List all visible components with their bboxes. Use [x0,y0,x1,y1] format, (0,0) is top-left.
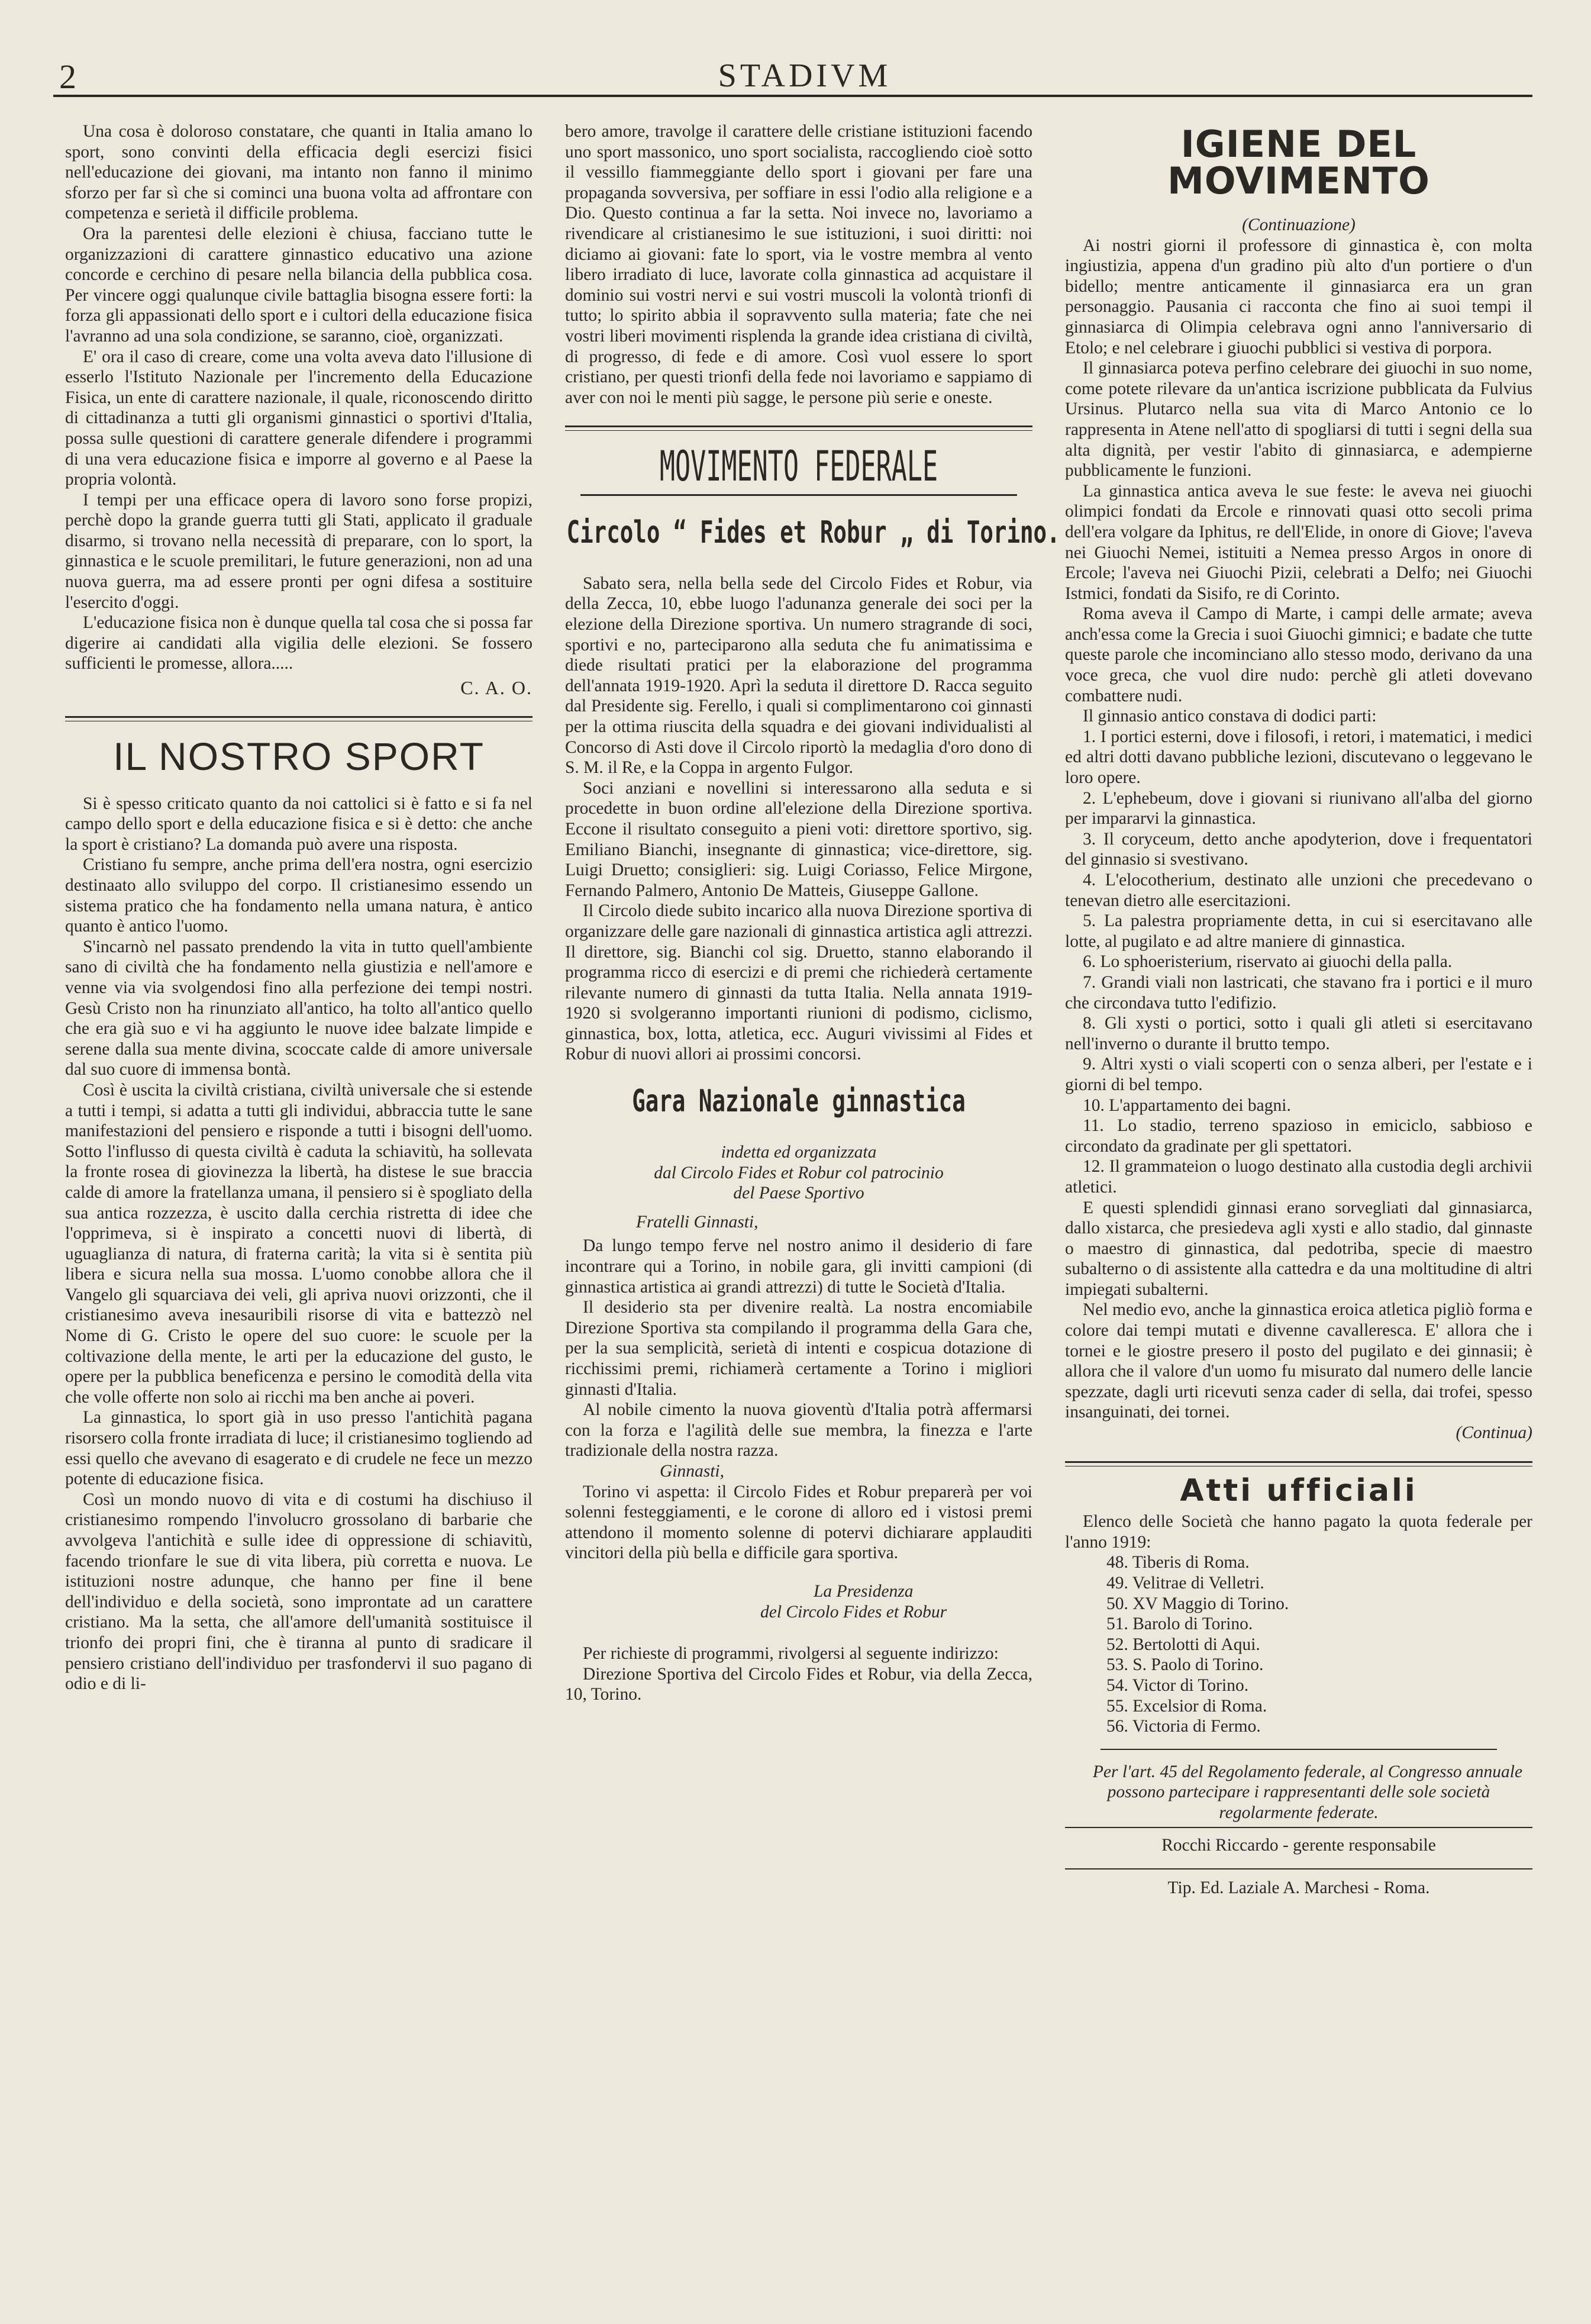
ginnasio-item: 5. La palestra propriamente detta, in cui si esercitavano alle lotte, al pugilato e ad altre maniere di ginnastica. [1065,911,1532,951]
paragraph: Elenco delle Società che hanno pagato la quota federale per l'anno 1919: [1065,1512,1532,1552]
list-item: 55. Excelsior di Roma. [1106,1696,1267,1716]
paragraph: Così è uscita la civiltà cristiana, civiltà universale che si estende a tutti i tempi, si adatta a tutti gli individui, abbraccia tutte le sane manifestazioni del pensiero e risponde a tutti i bisogni dell'uomo. Sotto l'influsso di questa civiltà è caduta la schiavitù, ha sollevata la fronte rosea di giovinezza la libertà, ha distese le sue braccia calde di amore la fratellanza umana, il pensiero si è spogliato della sua antica rozzezza, è uscito dalla cerchia ristretta di idee che l'opprimeva, si è inspirato a concetti nuovi di libertà, di uguaglianza di natura, di fraterna carità; la vita si è sentita più libera e sicura nella sua mossa. L'uomo conobbe allora che il Vangelo gli squarciava dei veli, gli apriva nuovi orizzonti, che il cristianesimo aveva inesauribili risorse di vita e battezzò nel Nome di G. Cristo le opere del suo cuore: le scuole per la coltivazione della mente, le arti per la educazione del gusto, le opere per la pubblica beneficenza e persino le comodità della vita che volle offerte non solo ai ricchi ma ben anche ai poveri. [65,1080,533,1407]
paragraph: E questi splendidi ginnasi erano sorvegliati dal ginnasiarca, dallo xistarca, che presiedeva agli xysti e allo stadio, dal ginnaste o maestro di ginnastica, dal pedotriba, specie di maestro subalterno o di assistente alla cattedra e da una moltitudine di altri impiegati subalterni. [1065,1198,1532,1299]
paragraph: Nel medio evo, anche la ginnastica eroica atletica pigliò forma e colore dai tempi mutati e divenne cavalleresca. E' allora che i tornei e le giostre presero il posto del pugilato e dei ginnasii; è allora che il valore d'un uomo fu misurato dal numero delle lancie spezzate, dagli urti ricevuti senza cader di sella, dai trofei, spesso insanguinati, dei tornei. [1065,1300,1532,1422]
paragraph: Roma aveva il Campo di Marte, i campi delle armate; aveva anch'essa come la Grecia i suoi Giuochi gimnici; e badate che tutte queste parole che incominciano allo stesso modo, derivano da una voce greca, che vuol dire nudo: perchè gli atleti dovevano combattere nudi. [1065,604,1532,705]
ginnasio-item: 8. Gli xysti o portici, sotto i quali gli atleti si esercitavano nell'inverno o durante il brutto tempo. [1065,1014,1532,1053]
paragraph: La ginnastica, lo sport già in uso presso l'antichità pagana risorsero colla fronte irradiata di luce; il cristianesimo togliendo ad essi quello che avevano di esagerato e di crudele ne fece un mezzo potente di educazione fisica. [65,1408,533,1489]
column-2 [565,121,1060,1705]
subheading-gara: Gara Nazionale ginnastica [632,1084,966,1120]
ginnasio-item: 6. Lo sphoeristerium, riservato ai giuochi della palla. [1083,952,1453,972]
paragraph: E' ora il caso di creare, come una volta aveva dato l'illusione di esserlo l'Istituto Nazionale per l'incremento della Educazione Fisica, un ente di carattere nazionale, il quale, riconoscendo diritto di cittadinanza a tutti gli organismi ginnastici o sportivi d'Italia, possa sulle questioni di carattere generale difendere i programmi di una vera educazione fisica e imporre al governo e al Paese la propria volontà. [65,347,533,489]
article-heading-nostro-sport: IL NOSTRO SPORT [113,734,485,778]
article-signature: C. A. O. [460,677,533,699]
paragraph: L'educazione fisica non è dunque quella tal cosa che si possa far digerire ai candidati alla vigilia delle elezioni. Se fossero sufficienti le promesse, allora..... [65,613,533,673]
section-divider [565,426,1032,431]
list-item: 49. Velitrae di Velletri. [1106,1574,1264,1593]
paragraph: Si è spesso criticato quanto da noi cattolici si è fatto e si fa nel campo dello sport e della educazione fisica e si è detto: che anche la sport è cristiano? La domanda può avere una risposta. [65,794,533,854]
list-item: 50. XV Maggio di Torino. [1106,1594,1289,1613]
paragraph: Al nobile cimento la nuova gioventù d'Italia potrà affermarsi con la forza e l'agilità delle sue membra, la finezza e l'arte tradizionale della nostra razza. [565,1400,1032,1461]
list-item: 54. Victor di Torino. [1106,1675,1249,1695]
masthead: STADIVM [718,57,892,94]
indetta-line: indetta ed organizzata [721,1143,877,1162]
article-heading-movimento-federale: MOVIMENTO FEDERALE [580,443,1017,496]
ginnasio-item: 10. L'appartamento dei bagni. [1083,1095,1291,1115]
ginnasio-item: 2. L'ephebeum, dove i giovani si riunivano all'alba del giorno per impararvi la ginnastica. [1065,788,1532,829]
ginnasio-item: 3. Il coryceum, detto anche apodyterion, dove i frequentatori del ginnasio si svestivano. [1065,829,1532,869]
paragraph: Ai nostri giorni il professore di ginnastica è, con molta ingiustizia, appena d'un gradino più alto d'un portiere o d'un bidello; mentre anticamente il ginnasiarca era un gran personaggio. Pausania ci racconta che fino ai suoi tempi il ginnasiarca di Olimpia celebrava ogni anno l'anniversario di Etolo; e nel celebrare i giuochi pubblici si vestiva di porpora. [1065,236,1532,357]
paragraph: Direzione Sportiva del Circolo Fides et Robur, via della Zecca, 10, Torino. [565,1664,1032,1704]
paese-line: del Paese Sportivo [733,1184,864,1203]
atti-ufficiali-heading: Atti ufficiali [1180,1472,1418,1508]
salutation: Ginnasti, [660,1461,724,1481]
circolo-line: dal Circolo Fides et Robur col patrocinio [654,1163,944,1182]
list-item: 56. Victoria di Fermo. [1106,1717,1261,1736]
paragraph: I tempi per una efficace opera di lavoro sono forse propizi, perchè dopo la grande guerra tutti gli Stati, applicato il graduale disarmo, si trovano nella necessità di preparare, con lo sport, la ginnastica e le scuole premilitari, le future generazioni, non ad una nuova guerra, ma ad essere pronti per ogni difesa a sostituire l'esercito d'oggi. [65,490,533,612]
continua-label: (Continua) [1456,1423,1532,1443]
paragraph: Torino vi aspetta: il Circolo Fides et Robur preparerà per voi solenni festeggiamenti, e le corone di alloro ed i vistosi premi attendono il momento solenne di potervi dichiarare applauditi vincitori della più bella e difficile gara sportiva. [565,1482,1032,1563]
paragraph: Una cosa è doloroso constatare, che quanti in Italia amano lo sport, sono convinti della efficacia degli esercizi fisici nell'educazione dei giovani, ma intanto non fanno il minimo sforzo per far sì che si cominci una buona volta ad affrontare con competenza e serietà il difficile problema. [65,122,533,223]
list-item: 48. Tiberis di Roma. [1106,1553,1250,1572]
paragraph: La ginnastica antica aveva le sue feste: le aveva nei giuochi olimpici fondati da Ercole e rinnovati quasi otto secoli prima dell'era volgare da Iphitus, re dell'Elide, in onore di Giove; l'aveva nei Giuochi Nemei, istituiti a Nemea presso Argos in onore di Ercole; l'aveva nei Giuochi Pizii, celebrati a Delfo; nei Giuochi Istmici, fondati da Sisifo, re di Corinto. [1065,481,1532,603]
list-item: 51. Barolo di Torino. [1106,1614,1253,1634]
column-3 [1065,121,1532,1898]
paragraph: S'incarnò nel passato prendendo la vita in tutto quell'ambiente sano di civiltà che ha fondamento nella giustizia e nell'amore e venne via via svolgendosi fino alla perfezione dei tempi nostri. Gesù Cristo non ha rinunziato all'antico, ha tolto all'antico quello che era già suo e vi ha aggiunto le nuove idee balzate limpide e serene dalla sua mente divina, scoccate calde di amore universale dal suo cuore di immensa bontà. [65,937,533,1079]
paragraph: Il ginnasiarca poteva perfino celebrare dei giuochi in suo nome, come potete rilevare da un'antica iscrizione pubblicata da Fulvius Ursinus. Plutarco nella sua vita di Marco Antonio ce lo rappresenta in Atene nell'atto di spogliarsi di tutti i segni della sua alta dignità, per vestir l'abito di ginnasiarca, e adempierne pubblicamente le funzioni. [1065,359,1532,481]
divider [1101,1749,1497,1750]
paragraph: Il ginnasio antico constava di dodici parti: [1083,707,1377,726]
header-rule [53,95,1532,97]
presidenza-line: La Presidenza [814,1581,914,1601]
ginnasio-item: 9. Altri xysti o viali scoperti con o senza alberi, per l'estate e i giorni di bel tempo. [1065,1055,1532,1094]
article-heading-igiene: IGIENE DEL MOVIMENTO [1167,123,1430,202]
ginnasio-item: 7. Grandi viali non lastricati, che stavano fra i portici e il muro che circondava tutto l'edifizio. [1065,972,1532,1013]
section-divider [65,716,533,721]
regolamento-note: Per l'art. 45 del Regolamento federale, al Congresso annuale possono partecipare i rappresentanti delle sole società regolarmente federate. [1092,1762,1523,1822]
paragraph: bero amore, travolge il carattere delle cristiane istituzioni facendo uno sport massonico, uno sport socialista, raccogliendo cioè sotto il vessillo fiammeggiante dello sport i giovani per fare una propaganda sovversiva, per soffiare in essi l'odio alla religione e a Dio. Questo continua a far la setta. Noi invece no, lavoriamo a rivendicare al cristianesimo le sue istituzioni, i suoi diritti: noi diciamo ai giovani: fate lo sport, via le vostre membra al vento libero irradiato di luce, lavorate colla ginnastica ad acquistare il dominio sui vostri nervi e sui vostri muscoli la volontà trionfi di tutto; lo spirito abbia il sopravvento sulla materia; fate che nei vostri liberi movimenti risplenda la grande idea cristiana di civiltà, di progresso, di fede e di amore. Così vuol essere lo sport cristiano, per questi trionfi della fede noi lavoriamo e sappiamo di aver con noi le menti più sagge, le persone più serie e oneste. [565,122,1032,407]
subheading-circolo: Circolo “ Fides et Robur „ di Torino. [566,514,1060,550]
ginnasio-item: 4. L'elocotherium, destinato alle unzioni che precedevano o tenevan dietro alle esercitazioni. [1065,871,1532,910]
paragraph: Così un mondo nuovo di vita e di costumi ha dischiuso il cristianesimo rompendo l'involucro grossolano di barbarie che avvolgeva l'antichità e sulle idee di oppressione di schiavitù, facendo trionfare le sue di vita libera, più corretta e nuova. Le istituzioni nostre adunque, che hanno per fine il bene dell'individuo e della società, sono improntate ad un carattere cristiano. Ma la setta, che all'amore dell'umanità sostituisce il trionfo dei propri fini, che è tiranna al punto di sradicare il pensiero cristiano dell'individuo per trasfondervi il suo pagano di odio e di li- [65,1490,533,1694]
paragraph: Da lungo tempo ferve nel nostro animo il desiderio di fare incontrare qui a Torino, in nobile gara, gli invitti campioni (di ginnastica artistica ai grandi attrezzi) di tutte le Società d'Italia. [565,1236,1032,1297]
societa-list [1065,1552,1532,1736]
column-1 [65,121,533,1694]
continuation-label: (Continuazione) [1242,215,1356,234]
paragraph: Ora la parentesi delle elezioni è chiusa, facciano tutte le organizzazioni di carattere ginnastico educativo una azione concorde e cerchino di pesare nella bilancia della pubblica cosa. Per vincere oggi qualunque civile battaglia bisogna essere forti: la forza gli appassionati dello sport e i cultori della educazione fisica l'avranno ad una sola condizione, se saranno, cioè, organizzati. [65,224,533,346]
gerente-responsabile: Rocchi Riccardo - gerente responsabile [1065,1827,1532,1856]
ginnasio-item: 12. Il grammateion o luogo destinato alla custodia degli archivii atletici. [1065,1157,1532,1197]
paragraph: Sabato sera, nella bella sede del Circolo Fides et Robur, via della Zecca, 10, ebbe luogo l'adunanza generale dei soci per la elezione della Direzione sportiva. Un numero stragrande di soci, sportivi e no, parteciparono alla seduta che fu animatissima e diede risultati pratici per la elaborazione del programma dell'annata 1919-1920. Aprì la seduta il direttore D. Racca seguito dal Presidente sig. Ferello, i quali si complimentarono coi ginnasti per la ottima riuscita della squadra e dei giovani individualisti al Concorso di Asti dove il Circolo riportò la medaglia d'oro dono di S. M. il Re, e la Coppa in argento Fulgor. [565,573,1032,778]
paragraph: Cristiano fu sempre, anche prima dell'era nostra, ogni esercizio destinaato allo sviluppo del corpo. Il cristianesimo essendo un sistema pratico che ha fondamento nella umana natura, è antico quanto è antico l'uomo. [65,855,533,936]
paragraph: Il desiderio sta per divenire realtà. La nostra encomiabile Direzione Sportiva sta compilando il programma della Gara che, per la sua semplicità, serietà di intenti e cospicua dotazione di ricchissimi premi, richiamerà certamente a Torino i migliori ginnasti d'Italia. [565,1298,1032,1399]
page-number: 2 [59,57,76,96]
paragraph: Il Circolo diede subito incarico alla nuova Direzione sportiva di organizzare delle gare nazionali di ginnastica artistica agli attrezzi. Il direttore, sig. Bianchi col sig. Druetto, stanno elaborando il programma ricco di esercizi e di premi che richiederà certamente rilevante numero di ginnasti da tutta Italia. Nella annata 1919-1920 si svolgeranno importanti riunioni di podismo, ciclismo, ginnastica, box, lotta, atletica, ecc. Auguri vivissimi al Fides et Robur di nuovi allori ai prossimi concorsi. [565,901,1032,1064]
tipografia-line: Tip. Ed. Laziale A. Marchesi - Roma. [1065,1868,1532,1898]
presidenza-circolo-line: del Circolo Fides et Robur [760,1602,947,1622]
paragraph: Per richieste di programmi, rivolgersi al seguente indirizzo: [583,1644,999,1664]
salutation: Fratelli Ginnasti, [636,1212,759,1232]
ginnasio-item: 11. Lo stadio, terreno spazioso in emiciclo, sabbioso e circondato da gradinate per gli spettatori. [1065,1116,1532,1156]
list-item: 52. Bertolotti di Aqui. [1106,1635,1260,1654]
list-item: 53. S. Paolo di Torino. [1106,1655,1264,1675]
ginnasio-item: 1. I portici esterni, dove i filosofi, i retori, i matematici, i medici ed altri dotti davano pubbliche lezioni, discutevano o leggevano le loro opere. [1065,727,1532,788]
paragraph: Soci anziani e novellini si interessarono alla seduta e si procedette in buon ordine all'elezione della Direzione sportiva. Eccone il risultato conseguito a pieni voti: direttore sportivo, sig. Emiliano Bianchi, insegnante di ginnastica; vice-direttore, sig. Luigi Druetto; consiglieri: sig. Luigi Coriasso, Felice Mirgone, Fernando Palmero, Antonio De Matteis, Giuseppe Gallone. [565,778,1032,900]
section-divider [1065,1461,1532,1466]
